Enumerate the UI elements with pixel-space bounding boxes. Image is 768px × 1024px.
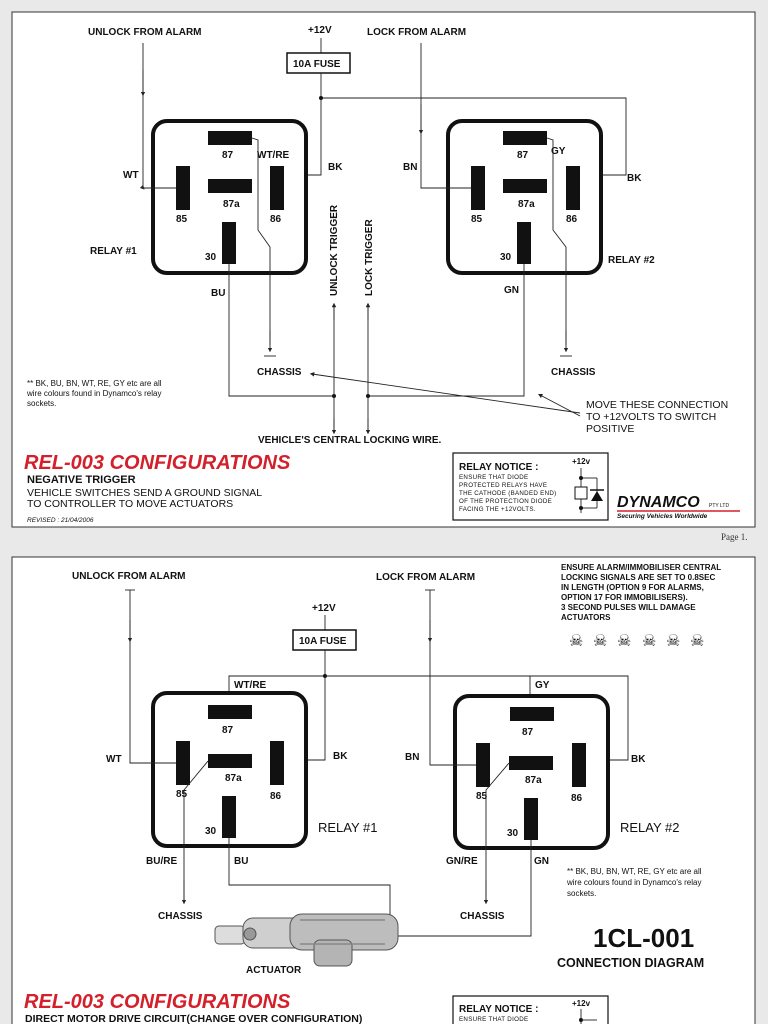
skull-icon: ☠ [617,631,632,650]
relay1-85-label: 85 [176,214,188,225]
relay1-wire-85-label-2: WT [106,754,122,765]
relay-notice-title: RELAY NOTICE : [459,462,539,473]
relay1-pin-30 [222,796,236,838]
relay-1-p2 [153,693,306,846]
relay1-86-label: 86 [270,791,282,802]
skull-icon: ☠ [569,631,584,650]
relay2-pin-87 [503,131,547,145]
relay-notice-line: OF THE PROTECTION DIODE [459,498,553,505]
relay1-30-label: 30 [205,826,217,837]
relay1-87a-label: 87a [223,199,240,210]
wire-colour-note-p2: ** BK, BU, BN, WT, RE, GY etc are all [567,867,702,876]
page1-title: REL-003 CONFIGURATIONS [24,452,291,474]
skull-icon: ☠ [666,631,681,650]
relay2-87-label: 87 [522,727,534,738]
plus-12v-label: +12V [308,25,332,36]
brand-name: DYNAMCO [617,494,700,511]
plus-12v-label-2: +12V [312,603,336,614]
relay1-87-label: 87 [222,725,234,736]
relay-notice-line-2: ENSURE THAT DIODE [459,1016,529,1023]
move-note-1: MOVE THESE CONNECTION [586,399,729,411]
brand-tagline: Securing Vehicles Worldwide [617,513,708,520]
relay1-86-label: 86 [270,214,282,225]
relay2-wire-85-label-2: BN [405,752,420,763]
relay-notice-line: ENSURE THAT DIODE [459,474,529,481]
page-2-frame [12,557,755,1024]
relay2-pin-30 [517,222,531,264]
wire-colour-note-p2: wire colours found in Dynamco's relay [567,878,702,887]
relay2-87a-label: 87a [518,199,535,210]
relay2-wire-30-label-2: GN [534,856,549,867]
relay1-pin-87a [208,179,252,193]
warning-line: IN LENGTH (OPTION 9 FOR ALARMS, [561,583,704,592]
page-1-diagram [12,12,755,527]
unlock-from-alarm-label: UNLOCK FROM ALARM [88,27,202,38]
relay1-pin-86 [270,741,284,785]
relay1-name-2: RELAY #1 [318,820,378,835]
chassis-label-p2-1: CHASSIS [158,911,203,922]
warning-line: OPTION 17 FOR IMMOBILISERS). [561,593,688,602]
skull-icon: ☠ [690,631,705,650]
relay1-wire-87-label: WT/RE [257,150,290,161]
relay2-pin-85 [471,166,485,210]
relay2-name-2: RELAY #2 [620,820,680,835]
relay2-pin-87a [503,179,547,193]
relay1-pin-85 [176,166,190,210]
relay1-pin-86 [270,166,284,210]
relay-notice-title-2: RELAY NOTICE : [459,1004,539,1015]
relay1-wire-87a-label: BU/RE [146,856,178,867]
chassis-label-p2-2: CHASSIS [460,911,505,922]
relay-notice-box-2 [453,996,608,1024]
lock-trigger-label: LOCK TRIGGER [364,219,375,296]
brand-suffix: PTY LTD [709,503,730,509]
warning-line: ENSURE ALARM/IMMOBILISER CENTRAL [561,563,722,572]
warning-line: 3 SECOND PULSES WILL DAMAGE [561,603,696,612]
lock-from-alarm-label-2: LOCK FROM ALARM [376,572,476,583]
skull-icon: ☠ [593,631,608,650]
page-1-frame [12,12,755,527]
relay2-wire-87-label-2: GY [535,680,550,691]
relay1-pin-30 [222,222,236,264]
relay2-wire-87-label: GY [551,146,566,157]
relay-notice-line: THE CATHODE (BANDED END) [459,490,557,497]
page2-title: REL-003 CONFIGURATIONS [24,991,291,1013]
unlock-trigger-label: UNLOCK TRIGGER [329,204,340,296]
relay1-name: RELAY #1 [90,246,137,257]
relay1-pin-85 [176,741,190,785]
relay2-85-label: 85 [476,791,488,802]
fuse-label-2: 10A FUSE [299,636,347,647]
chassis-label-1: CHASSIS [257,367,302,378]
relay2-pin-86 [572,743,586,787]
warning-line: ACTUATORS [561,613,611,622]
relay2-pin-87a [509,756,553,770]
relay2-pin-30 [524,798,538,840]
warning-line: LOCKING SIGNALS ARE SET TO 0.8SEC [561,573,716,582]
actuator-label: ACTUATOR [246,965,302,976]
relay1-pin-87a [208,754,252,768]
relay1-wire-86-label: BK [328,162,343,173]
move-note-2: TO +12VOLTS TO SWITCH [586,411,717,423]
chassis-label-2: CHASSIS [551,367,596,378]
page-2-diagram [12,557,755,1024]
relay1-87a-label: 87a [225,773,242,784]
relay1-87-label: 87 [222,150,234,161]
relay2-pin-86 [566,166,580,210]
wire-colour-note-2: wire colours found in Dynamco's relay [27,389,162,398]
relay-notice-volts: +12v [572,457,591,466]
relay-2-p2 [455,696,608,848]
relay2-wire-87a-label: GN/RE [446,856,478,867]
relay2-wire-30-label: GN [504,285,519,296]
page1-desc-1: VEHICLE SWITCHES SEND A GROUND SIGNAL [27,487,263,499]
page1-subtitle: NEGATIVE TRIGGER [27,474,136,486]
relay1-85-label: 85 [176,789,188,800]
wire-colour-note-p2: sockets. [567,889,597,898]
model-subtitle: CONNECTION DIAGRAM [557,956,705,970]
relay2-86-label: 86 [571,793,583,804]
relay-notice-line: FACING THE +12VOLTS. [459,506,536,513]
relay1-wire-30-label: BU [211,288,226,299]
relay2-86-label: 86 [566,214,578,225]
relay2-name: RELAY #2 [608,255,655,266]
lock-from-alarm-label: LOCK FROM ALARM [367,27,467,38]
move-note-3: POSITIVE [586,423,635,435]
relay2-30-label: 30 [507,828,519,839]
relay1-wire-87-label-2: WT/RE [234,680,267,691]
relay1-pin-87 [208,705,252,719]
relay2-30-label: 30 [500,252,512,263]
relay1-wire-86-label-2: BK [333,751,348,762]
relay-notice-box [453,453,608,520]
junction-dot [319,96,323,100]
page2-subtitle: DIRECT MOTOR DRIVE CIRCUIT(CHANGE OVER CONFIGURATION) [25,1013,363,1024]
relay-2 [448,121,601,273]
unlock-from-alarm-label-2: UNLOCK FROM ALARM [72,571,186,582]
fuse-label: 10A FUSE [293,59,341,70]
relay2-wire-86-label: BK [627,173,642,184]
wire-colour-note-1: ** BK, BU, BN, WT, RE, GY etc are all [27,379,162,388]
relay1-pin-87 [208,131,252,145]
relay-1 [153,121,306,273]
relay2-87-label: 87 [517,150,529,161]
relay1-wire-85-label: WT [123,170,139,181]
page-number: Page 1. [721,532,748,542]
relay1-30-label: 30 [205,252,217,263]
model-number: 1CL-001 [593,923,695,953]
relay2-87a-label: 87a [525,775,542,786]
relay2-wire-85-label: BN [403,162,418,173]
central-locking-label: VEHICLE'S CENTRAL LOCKING WIRE. [258,435,442,446]
relay1-wire-30-label-2: BU [234,856,249,867]
relay2-85-label: 85 [471,214,483,225]
wire-colour-note-3: sockets. [27,399,57,408]
skull-icon: ☠ [642,631,657,650]
relay2-wire-86-label-2: BK [631,754,646,765]
relay-notice-volts-2: +12v [572,999,591,1008]
page1-desc-2: TO CONTROLLER TO MOVE ACTUATORS [27,498,234,510]
revised-date: REVISED : 21/04/2006 [27,517,94,524]
relay2-pin-85 [476,743,490,787]
relay-notice-line: PROTECTED RELAYS HAVE [459,482,548,489]
relay2-pin-87 [510,707,554,721]
